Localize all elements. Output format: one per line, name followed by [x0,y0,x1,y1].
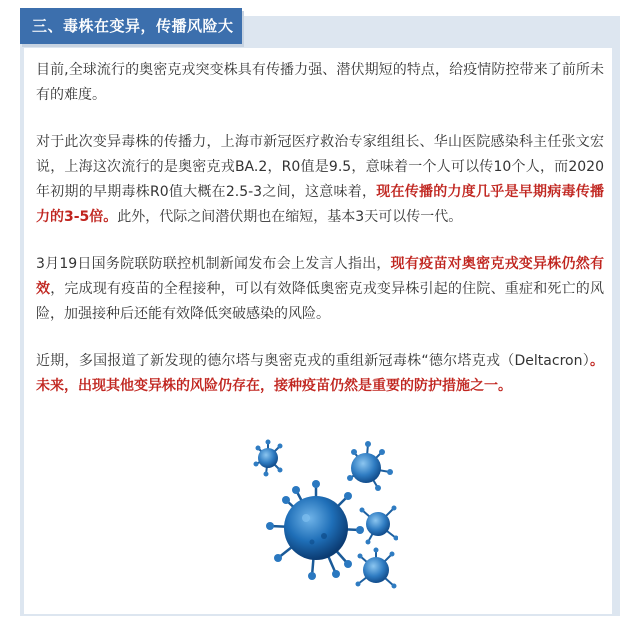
paragraph-2 [36,130,604,230]
paragraph-3-highlight: 现有疫苗对奥密克戎变异株仍然有效 [36,256,604,297]
paragraph-1-text: 目前,全球流行的奥密克戎突变株具有传播力强、潜伏期短的特点，给疫情防控带来了前所未有的难度。 [36,62,604,103]
paragraph-2-text-b: 此外，代际之间潜伏期也在缩短，基本3天可以传一代。 [117,209,463,225]
paragraph-4-text-a: 近期，多国报道了新发现的德尔塔与奥密克戎的重组新冠毒株“德尔塔克戎（Deltacron） [36,353,590,369]
paragraph-3-text-a: 3月19日国务院联防联控机制新闻发布会上发言人指出， [36,256,391,272]
paragraph-3 [36,252,604,327]
virus-large [266,480,364,580]
article-body [36,58,604,421]
virus-icon [250,438,398,592]
virus-illustration [250,438,398,592]
paragraph-1 [36,58,604,108]
section-title: 三、毒株在变异，传播风险大 [20,8,242,44]
virus-small-1 [254,440,283,477]
virus-small-3 [360,506,399,545]
paragraph-2-text-a: 对于此次变异毒株的传播力，上海市新冠医疗救治专家组组长、华山医院感染科主任张文宏说，上海这次流行的是奥密克戎BA.2，R0值是9.5，意味着一个人可以传10个人，而2020年初期的早期毒株R0值大概在2.5-3之间，这意味着， [36,134,604,200]
virus-small-2 [347,441,393,491]
paragraph-2-highlight: 现在传播的力度几乎是早期病毒传播力的3-5倍。 [36,184,605,225]
paragraph-3-text-b: ，完成现有疫苗的全程接种，可以有效降低奥密克戎变异株引起的住院、重症和死亡的风险，加强接种后还能有效降低突破感染的风险。 [36,281,605,322]
paragraph-4 [36,349,604,399]
virus-small-4 [356,548,397,589]
paragraph-4-highlight: 。未来，出现其他变异株的风险仍存在，接种疫苗仍然是重要的防护措施之一。 [36,353,604,394]
